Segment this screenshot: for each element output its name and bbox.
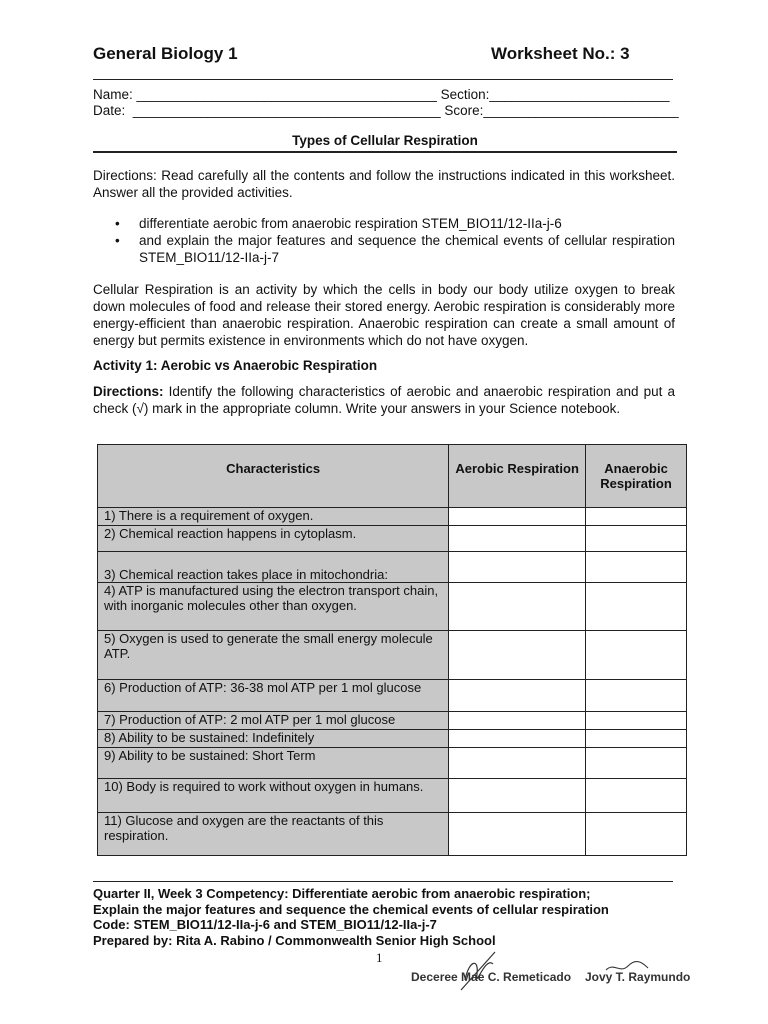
characteristic-cell: 8) Ability to be sustained: Indefinitely — [98, 730, 449, 748]
page-number: 1 — [376, 950, 383, 965]
objectives-list — [115, 215, 675, 266]
characteristic-cell: 2) Chemical reaction happens in cytoplasm. — [98, 526, 449, 552]
anaerobic-answer-cell[interactable] — [586, 583, 687, 631]
name-section-line: Name: ________________________________________ Section:________________________ — [93, 87, 670, 102]
header-aerobic: Aerobic Respiration — [449, 445, 586, 508]
directions-body: Identify the following characteristics of aerobic and anaerobic respiration and put a check (√) mark in the appropriate column. Write your answers in your Science notebook. — [93, 384, 675, 416]
anaerobic-answer-cell[interactable] — [586, 748, 687, 779]
aerobic-answer-cell[interactable] — [449, 813, 586, 856]
objective-text: and explain the major features and sequence the chemical events of cellular respiration STEM_BIO11/12-IIa-j-7 — [139, 233, 675, 265]
objective-text: differentiate aerobic from anaerobic respiration STEM_BIO11/12-IIa-j-6 — [139, 216, 562, 231]
worksheet-title: Types of Cellular Respiration — [292, 133, 478, 148]
characteristic-cell: 5) Oxygen is used to generate the small energy molecule ATP. — [98, 631, 449, 680]
table-row — [98, 748, 687, 779]
table-header-row — [98, 445, 687, 508]
footer-code: Code: STEM_BIO11/12-IIa-j-6 and STEM_BIO11/12-IIa-j-7 — [93, 917, 437, 932]
bullet-icon: • — [115, 233, 120, 248]
table-row — [98, 779, 687, 813]
aerobic-answer-cell[interactable] — [449, 712, 586, 730]
anaerobic-answer-cell[interactable] — [586, 813, 687, 856]
objective-item — [115, 232, 675, 266]
header-divider — [93, 79, 673, 80]
aerobic-answer-cell[interactable] — [449, 730, 586, 748]
aerobic-answer-cell[interactable] — [449, 508, 586, 526]
anaerobic-answer-cell[interactable] — [586, 552, 687, 583]
worksheet-number: Worksheet No.: 3 — [491, 44, 630, 63]
aerobic-answer-cell[interactable] — [449, 680, 586, 712]
characteristic-cell: 11) Glucose and oxygen are the reactants of this respiration. — [98, 813, 449, 856]
intro-paragraph: Cellular Respiration is an activity by which the cells in body our body utilize oxygen to break down molecules of food and release their stored energy. Aerobic respiration is considerably more energy-efficient than anaerobic respiration. Anaerobic respiration can create a small amount of energy but permits existence in environments which do not have oxygen. — [93, 282, 675, 348]
course-title: General Biology 1 — [93, 44, 238, 63]
anaerobic-answer-cell[interactable] — [586, 526, 687, 552]
characteristic-cell: 7) Production of ATP: 2 mol ATP per 1 mol glucose — [98, 712, 449, 730]
characteristic-cell: 10) Body is required to work without oxygen in humans. — [98, 779, 449, 813]
characteristic-cell: 4) ATP is manufactured using the electron transport chain, with inorganic molecules other than oxygen. — [98, 583, 449, 631]
table-row — [98, 552, 687, 583]
table-row — [98, 583, 687, 631]
directions-label: Directions: — [93, 384, 164, 399]
date-score-line: Date: _________________________________________ Score:__________________________ — [93, 103, 679, 118]
table-row — [98, 631, 687, 680]
footer-block — [93, 886, 693, 948]
footer-competency-2: Explain the major features and sequence the chemical events of cellular respiration — [93, 901, 609, 917]
characteristic-cell: 1) There is a requirement of oxygen. — [98, 508, 449, 526]
anaerobic-answer-cell[interactable] — [586, 508, 687, 526]
objective-item — [115, 215, 675, 232]
header-anaerobic: Anaerobic Respiration — [586, 445, 687, 508]
signatory-second: Jovy T. Raymundo — [585, 970, 691, 984]
respiration-table — [97, 444, 687, 856]
anaerobic-answer-cell[interactable] — [586, 631, 687, 680]
characteristic-cell: 6) Production of ATP: 36-38 mol ATP per 1 mol glucose — [98, 680, 449, 712]
signatory-first: Deceree Mae C. Remeticado — [411, 970, 572, 984]
anaerobic-answer-cell[interactable] — [586, 730, 687, 748]
anaerobic-answer-cell[interactable] — [586, 680, 687, 712]
activity-directions — [93, 383, 675, 417]
table-row — [98, 712, 687, 730]
activity-title: Activity 1: Aerobic vs Anaerobic Respiration — [93, 358, 378, 373]
table-row — [98, 813, 687, 856]
table-row — [98, 508, 687, 526]
bullet-icon: • — [115, 216, 120, 231]
aerobic-answer-cell[interactable] — [449, 526, 586, 552]
aerobic-answer-cell[interactable] — [449, 583, 586, 631]
footer-divider — [93, 881, 673, 882]
characteristic-cell: 3) Chemical reaction takes place in mitochondria: — [98, 552, 449, 583]
table-row — [98, 526, 687, 552]
table-row — [98, 680, 687, 712]
aerobic-answer-cell[interactable] — [449, 748, 586, 779]
table-row — [98, 730, 687, 748]
characteristic-cell: 9) Ability to be sustained: Short Term — [98, 748, 449, 779]
anaerobic-answer-cell[interactable] — [586, 712, 687, 730]
anaerobic-answer-cell[interactable] — [586, 779, 687, 813]
footer-competency: Quarter II, Week 3 Competency: Differentiate aerobic from anaerobic respiration; — [93, 886, 591, 901]
aerobic-answer-cell[interactable] — [449, 631, 586, 680]
aerobic-answer-cell[interactable] — [449, 779, 586, 813]
header-characteristics: Characteristics — [98, 445, 449, 508]
title-underline — [93, 151, 677, 153]
footer-prepared-by: Prepared by: Rita A. Rabino / Commonwealth Senior High School — [93, 932, 496, 948]
aerobic-answer-cell[interactable] — [449, 552, 586, 583]
directions-text: Directions: Read carefully all the contents and follow the instructions indicated in this worksheet. Answer all the provided activities. — [93, 168, 675, 200]
